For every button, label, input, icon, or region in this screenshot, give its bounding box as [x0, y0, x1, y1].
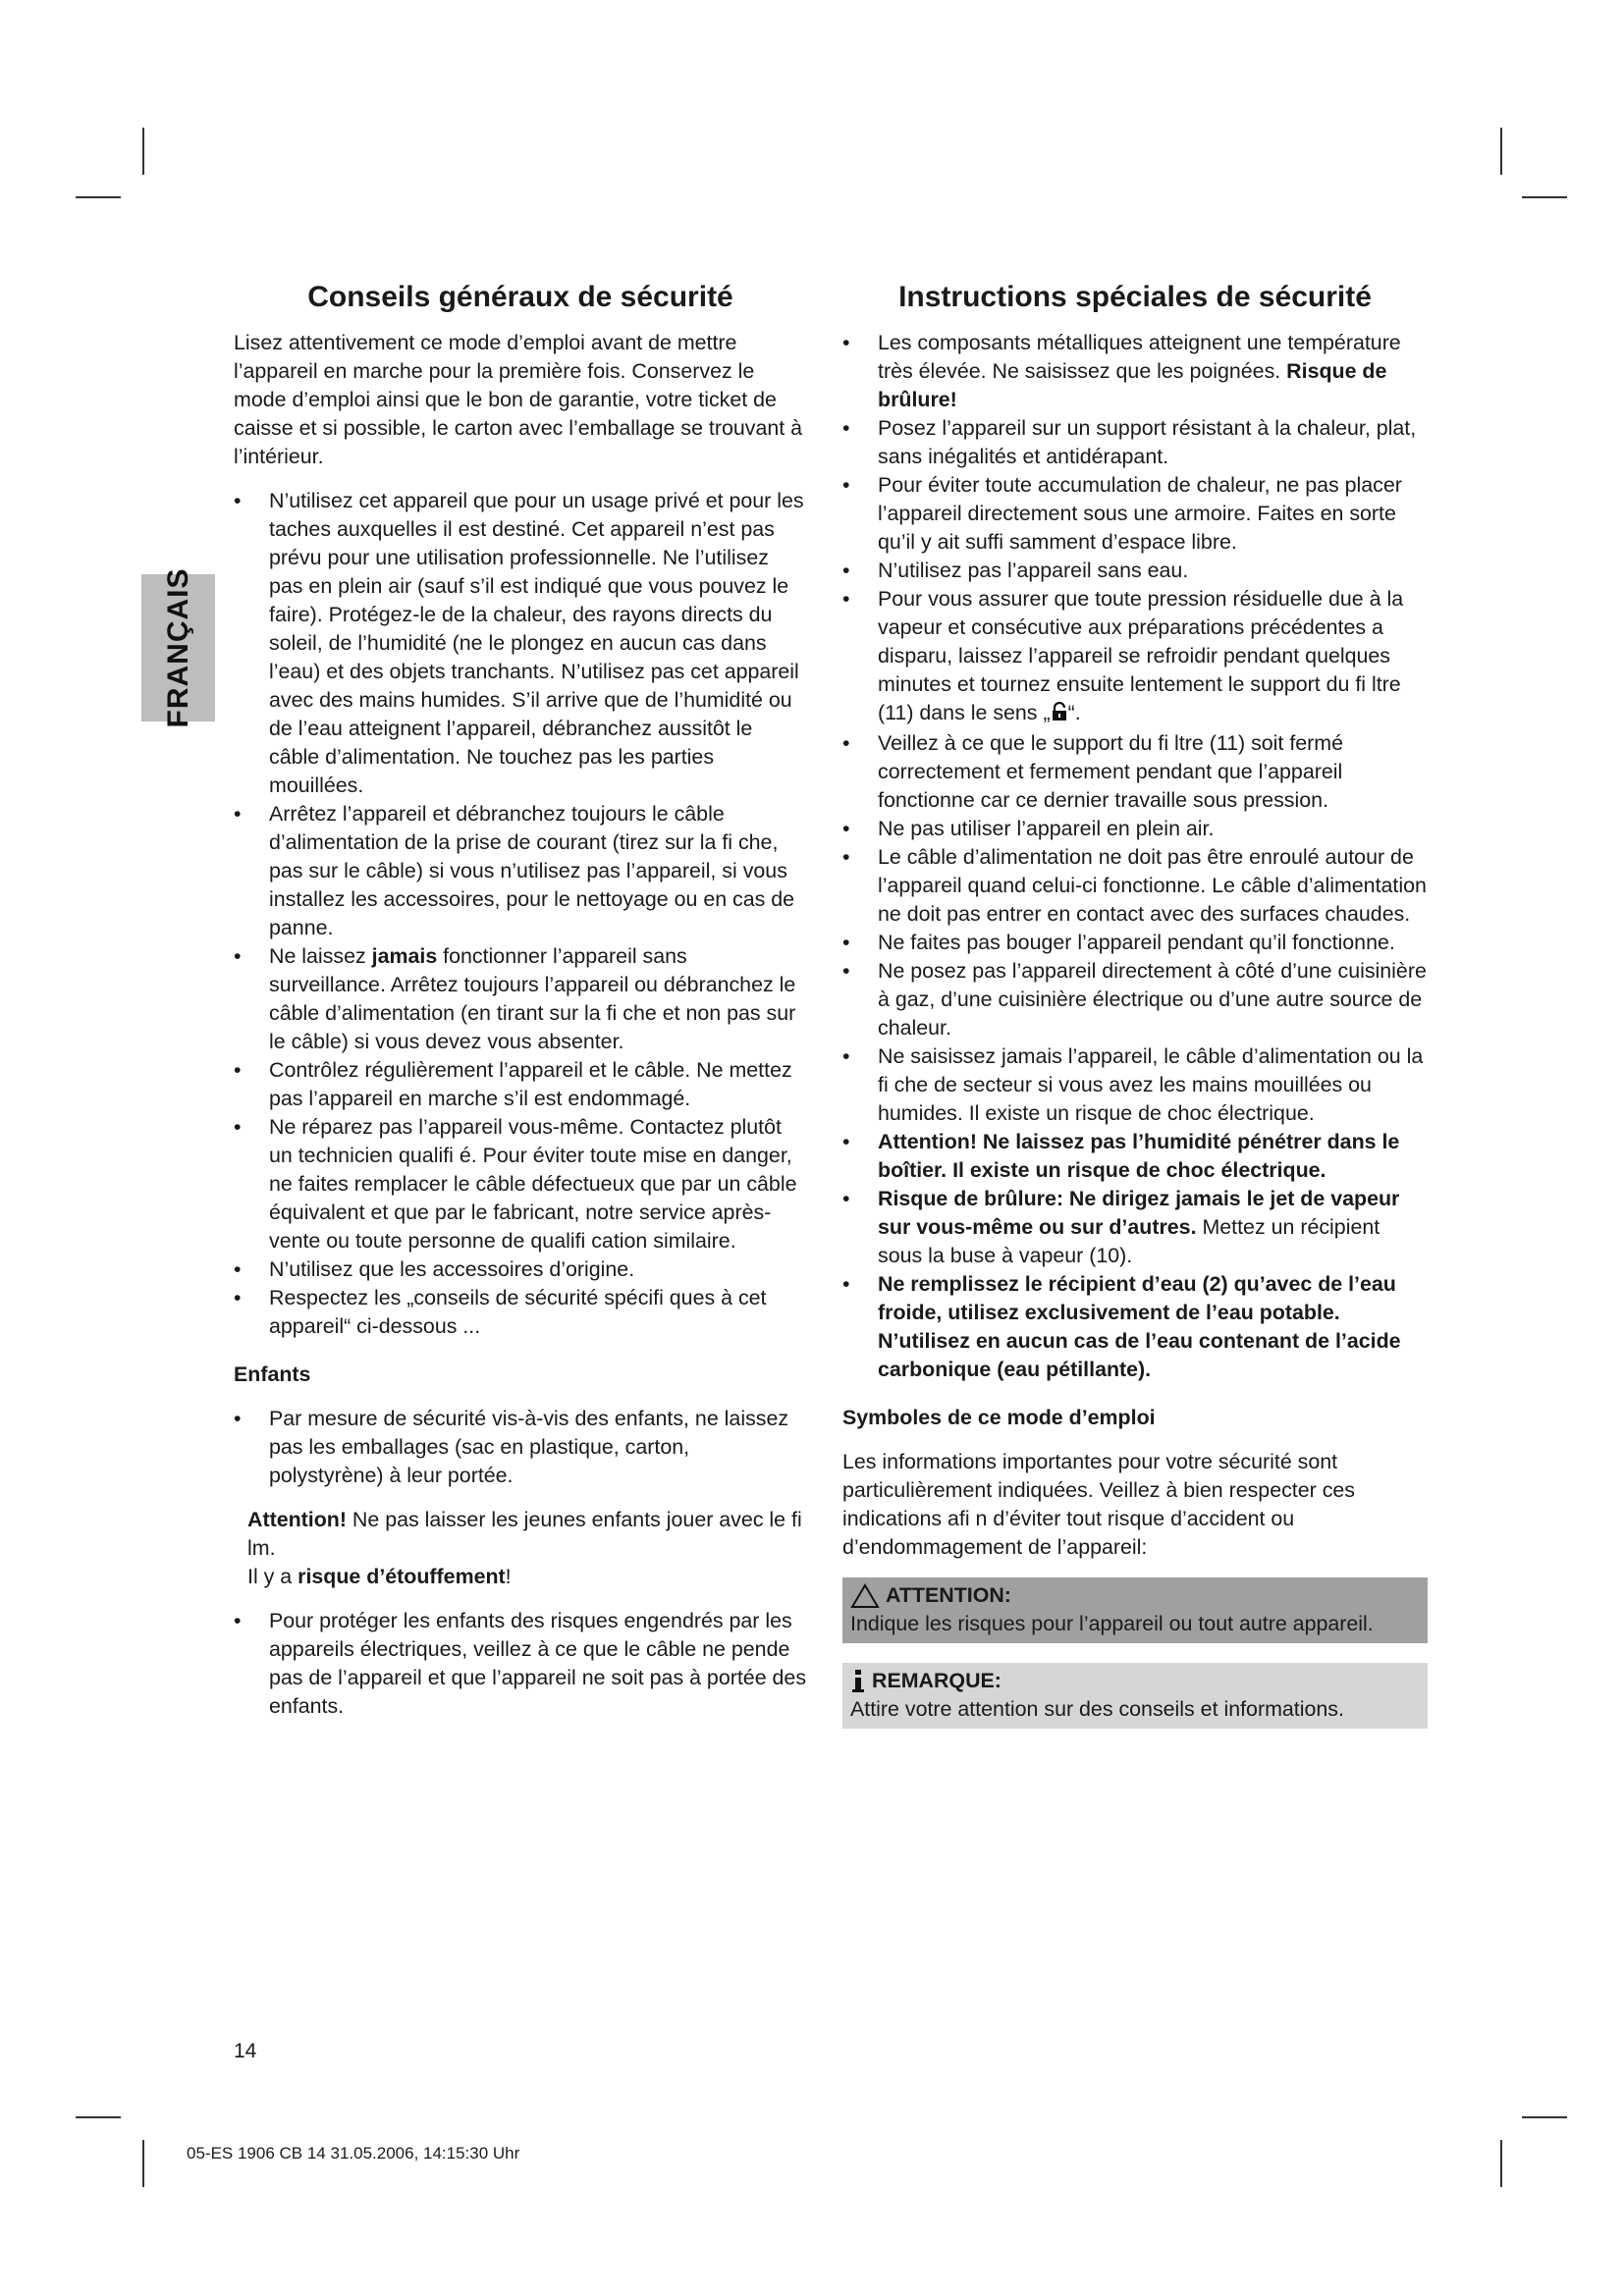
- list-item-text: Veillez à ce que le support du fi ltre (11) soit fermé correctement et fermement pendant que l’appareil fonctionne car ce dernier travaille sous pression.: [878, 731, 1343, 812]
- list-item-text: Ne laissez: [269, 944, 372, 968]
- risque-pre: Il y a: [247, 1565, 298, 1588]
- attention-box-text: Indique les risques pour l’appareil ou tout autre appareil.: [850, 1612, 1374, 1635]
- list-item: [234, 1113, 807, 1255]
- remarque-box: [842, 1663, 1428, 1729]
- crop-mark: [1500, 128, 1502, 175]
- list-item: [842, 414, 1428, 471]
- risque-line: [247, 1563, 807, 1591]
- list-item-text: Posez l’appareil sur un support résistant à la chaleur, plat, sans inégalités et antidérapant.: [878, 416, 1417, 468]
- attention-line: [247, 1506, 807, 1563]
- list-item-bold: jamais: [371, 944, 438, 968]
- language-label: FRANÇAIS: [161, 567, 194, 728]
- list-item: [842, 1185, 1428, 1270]
- list-item: • Par mesure de sécurité vis-à-vis des enfants, ne laissez pas les emballages (sac en plastique, carton, polystyrène) à leur portée.: [234, 1405, 807, 1490]
- intro-paragraph: Lisez attentivement ce mode d’emploi avant de mettre l’appareil en marche pour la première fois. Conservez le mode d’emploi ainsi que le bon de garantie, votre ticket de caisse et si possible, le carton avec l’emballage se trouvant à l’intérieur.: [234, 331, 803, 468]
- attention-box: [842, 1577, 1428, 1643]
- remarque-box-header: [850, 1667, 1420, 1695]
- unlock-icon: [1051, 701, 1068, 729]
- language-tab: [141, 567, 215, 728]
- general-safety-column: [234, 280, 807, 1736]
- enfants-heading: Enfants: [234, 1362, 311, 1386]
- list-item-text: N’utilisez pas l’appareil sans eau.: [878, 559, 1189, 582]
- list-item-text: Ne réparez pas l’appareil vous-même. Contactez plutôt un technicien qualifi é. Pour éviter toute mise en danger, ne faites remplacer le câble défectueux que par un câble équivalent et que par le fabricant, notre service après-vente ou toute personne de qualifi cation similaire.: [269, 1115, 797, 1253]
- list-item: [842, 843, 1428, 929]
- list-item-text: N’utilisez que les accessoires d’origine.: [269, 1257, 635, 1281]
- list-item: [842, 557, 1428, 585]
- list-item: [234, 487, 807, 800]
- info-icon: [850, 1669, 866, 1694]
- symbols-heading: Symboles de ce mode d’emploi: [842, 1406, 1156, 1429]
- enfants-list-2: [234, 1607, 807, 1721]
- list-item: • Pour protéger les enfants des risques engendrés par les appareils électriques, veillez à ce que le câble ne pende pas de l’appareil et que l’appareil ne soit pas à portée des enfants.: [234, 1607, 807, 1721]
- warning-triangle-icon: [850, 1583, 880, 1609]
- list-item: [234, 1284, 807, 1341]
- enfants-attention-note: [234, 1506, 807, 1591]
- risque-bold: risque d’étouffement: [298, 1565, 506, 1588]
- list-item-text: Le câble d’alimentation ne doit pas être enroulé autour de l’appareil quand celui-ci fonctionne. Le câble d’alimentation ne doit pas entrer en contact avec des surfaces chaudes.: [878, 845, 1427, 926]
- list-item-text: Pour éviter toute accumulation de chaleur, ne pas placer l’appareil directement sous une armoire. Faites en sorte qu’il y ait suffi samment d’espace libre.: [878, 473, 1402, 554]
- list-item: [842, 471, 1428, 557]
- list-item-bold: Attention! Ne laissez pas l’humidité pénétrer dans le boîtier. Il existe un risque de choc électrique.: [878, 1130, 1400, 1182]
- list-item: [842, 329, 1428, 414]
- symbols-paragraph: Les informations importantes pour votre sécurité sont particulièrement indiquées. Veillez à bien respecter ces indications afi n d’éviter tout risque d’accident ou d’endommagement de l’appareil:: [842, 1450, 1355, 1559]
- list-item: [842, 585, 1428, 729]
- list-item-bold: Risque de brûlure: Ne dirigez jamais le jet de vapeur sur vous-même ou sur d’autres.: [878, 1187, 1400, 1239]
- attention-label: Attention!: [247, 1508, 347, 1531]
- remarque-box-title: REMARQUE:: [872, 1669, 1001, 1692]
- crop-mark: [1522, 196, 1567, 198]
- attention-box-header: [850, 1581, 1420, 1610]
- list-item: [842, 957, 1428, 1042]
- list-item: [234, 1056, 807, 1113]
- list-item-text: Ne saisissez jamais l’appareil, le câble d’alimentation ou la fi che de secteur si vous avez les mains mouillées ou humides. Il existe un risque de choc électrique.: [878, 1044, 1424, 1125]
- enfants-list: [234, 1405, 807, 1490]
- list-item-text: fonctionner l’appareil sans surveillance. Arrêtez toujours l’appareil ou débranchez le câble d’alimentation (en tirant sur la fi che et non pas sur le câble) si vous devez vous absenter.: [269, 944, 796, 1053]
- list-item-text: Ne faites pas bouger l’appareil pendant qu’il fonctionne.: [878, 931, 1395, 954]
- list-item-text: N’utilisez cet appareil que pour un usage privé et pour les taches auxquelles il est destiné. Cet appareil n’est pas prévu pour une utilisation professionnelle. Ne l’utilisez pas en plein air (sauf s’il est indiqué que vous pouvez le faire). Protégez-le de la chaleur, des rayons directs du soleil, de l’humidité (ne le plongez en aucun cas dans l’eau) et des objets tranchants. N’utilisez pas cet appareil avec des mains humides. S’il arrive que de l’humidité ou de l’eau atteignent l’appareil, débranchez aussitôt le câble d’alimentation. Ne touchez pas les parties mouillées.: [269, 489, 804, 797]
- page-number: 14: [234, 2040, 257, 2062]
- list-item-text: Arrêtez l’appareil et débranchez toujours le câble d’alimentation de la prise de courant (tirez sur la fi che, pas sur le câble) si vous n’utilisez pas l’appareil, si vous installez les accessoires, pour le nettoyage ou en cas de panne.: [269, 802, 795, 939]
- list-item: [234, 942, 807, 1056]
- special-safety-title: Instructions spéciales de sécurité: [898, 281, 1372, 313]
- list-item: [234, 800, 807, 942]
- remarque-box-text: Attire votre attention sur des conseils et informations.: [850, 1697, 1344, 1721]
- crop-mark: [1522, 2116, 1567, 2118]
- list-item: [234, 1255, 807, 1284]
- list-item: [842, 1128, 1428, 1185]
- crop-mark: [76, 196, 121, 198]
- special-safety-column: [842, 280, 1428, 1748]
- attention-box-title: ATTENTION:: [886, 1583, 1011, 1607]
- list-item-text: Respectez les „conseils de sécurité spécifi ques à cet appareil“ ci-dessous ...: [269, 1286, 767, 1338]
- list-item: [842, 1042, 1428, 1128]
- list-item: [842, 929, 1428, 957]
- list-item-text: Les composants métalliques atteignent une température très élevée. Ne saisissez que les poignées.: [878, 331, 1401, 383]
- list-item-text: Contrôlez régulièrement l’appareil et le câble. Ne mettez pas l’appareil en marche s’il est endommagé.: [269, 1058, 792, 1110]
- list-item-text: Mettez un récipient sous la buse à vapeur (10).: [878, 1215, 1380, 1267]
- list-item-text: Ne pas utiliser l’appareil en plein air.: [878, 817, 1215, 840]
- list-item-bold: Ne remplissez le récipient d’eau (2) qu’avec de l’eau froide, utilisez exclusivement de l’eau potable. N’utilisez en aucun cas de l’eau contenant de l’acide carbonique (eau pétillante).: [878, 1272, 1401, 1381]
- list-item-text: “.: [1067, 701, 1081, 724]
- crop-mark: [142, 128, 144, 175]
- general-safety-list: [234, 487, 807, 1341]
- list-item: [842, 1270, 1428, 1384]
- list-item-text: Ne posez pas l’appareil directement à côté d’une cuisinière à gaz, d’une cuisinière électrique ou d’une autre source de chaleur.: [878, 959, 1427, 1040]
- list-item-text: Pour vous assurer que toute pression résiduelle due à la vapeur et consécutive aux préparations précédentes a disparu, laissez l’appareil se refroidir pendant quelques minutes et tournez ensuite lentement le support du fi ltre (11) dans le sens „: [878, 587, 1404, 724]
- print-footer: 05-ES 1906 CB 14 31.05.2006, 14:15:30 Uhr: [187, 2144, 520, 2163]
- risque-post: !: [505, 1565, 512, 1588]
- crop-mark: [76, 2116, 121, 2118]
- attention-text: Ne pas laisser les jeunes enfants jouer avec le fi lm.: [247, 1508, 802, 1560]
- special-safety-list: [842, 329, 1428, 1384]
- list-item-bold: Risque de brûlure!: [878, 359, 1387, 411]
- list-item: [842, 729, 1428, 815]
- general-safety-title: Conseils généraux de sécurité: [307, 281, 733, 313]
- crop-mark: [142, 2140, 144, 2187]
- crop-mark: [1500, 2140, 1502, 2187]
- list-item: [842, 815, 1428, 843]
